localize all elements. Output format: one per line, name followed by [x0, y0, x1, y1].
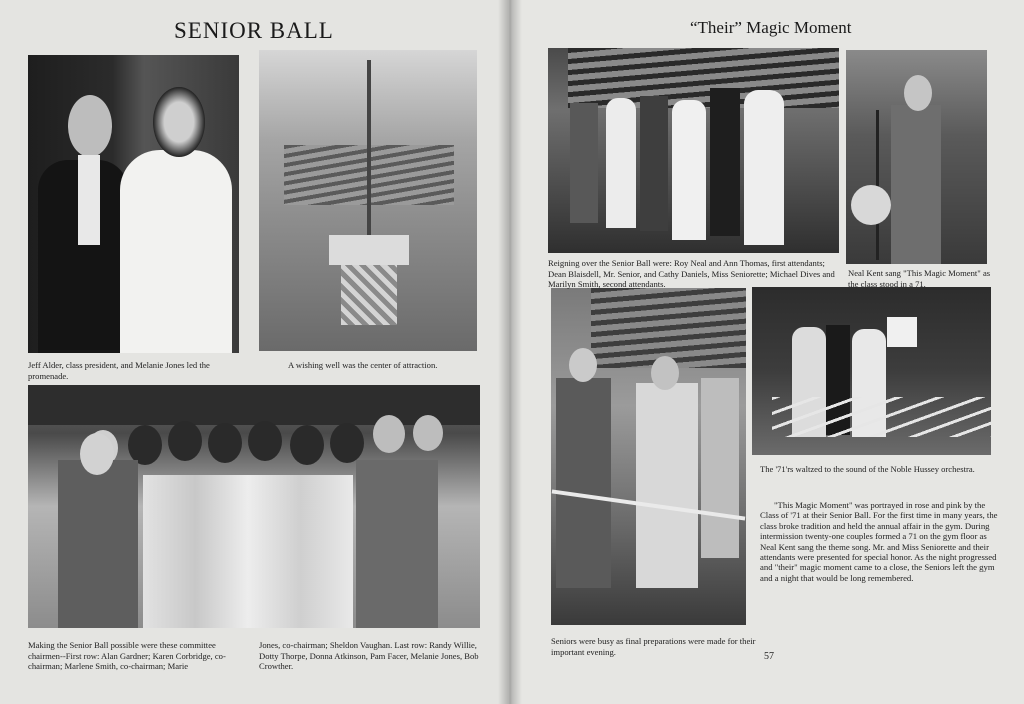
head-committee-6: [290, 425, 324, 465]
figure-dean-blaisdell: [640, 96, 668, 231]
figure-melanie-jones: [120, 150, 232, 353]
photo-preparations: [551, 288, 746, 625]
dancer-4: [887, 317, 917, 347]
caption-committee-left: Making the Senior Ball possible were these committee chairmen--First row: Alan Gardner; Karen Corbridge, co-chairman; Marlene Smith, co-chairman; Marie: [28, 640, 226, 672]
ribbon-tables: [772, 397, 991, 437]
well-base: [341, 265, 397, 325]
photo-promenade: [28, 55, 239, 353]
caption-preparations: Seniors were busy as final preparations were made for their important evening.: [551, 636, 756, 657]
head-committee-5: [248, 421, 282, 461]
well-roof: [329, 235, 409, 265]
page-number: 57: [764, 651, 774, 662]
caption-waltzed: The '71'rs waltzed to the sound of the Noble Hussey orchestra.: [760, 464, 975, 474]
head-alan-gardner: [80, 433, 114, 475]
right-page-title: “Their” Magic Moment: [690, 18, 852, 37]
head-committee-7: [330, 423, 364, 463]
photo-royalty: [548, 48, 839, 253]
figure-senior-left: [556, 378, 611, 588]
head-committee-2: [128, 425, 162, 465]
drum: [851, 185, 891, 225]
suit-sheldon-vaughan: [356, 460, 438, 628]
photo-neal-kent: [846, 50, 987, 264]
head-committee-8: [373, 415, 405, 453]
figure-cathy-daniels: [672, 100, 706, 240]
story-text: "This Magic Moment" was portrayed in rose and pink by the Class of '71 at their Senior Ball. For the first time in many years, the class broke tradition and held the annual affair in the gym. During intermission twenty-one couples formed a 71 on the gym floor as Neal Kent sang the theme song. Mr. and Miss Seniorette and their attendants were presented for special honor. As the night progressed and "their" magic moment came to a close, the Seniors left the gym and a night that would be long remembered.: [760, 500, 998, 583]
photo-committee: [28, 385, 480, 628]
figure-marilyn-smith: [744, 90, 784, 245]
head-committee-9: [413, 415, 443, 451]
well-rope: [367, 60, 371, 235]
head-melanie-jones: [153, 87, 205, 157]
head-neal-kent: [904, 75, 932, 111]
caption-wishing-well: A wishing well was the center of attraction.: [288, 360, 438, 370]
photo-wishing-well: [259, 50, 477, 351]
head-committee-3: [168, 421, 202, 461]
royalty-backdrop: [568, 48, 839, 108]
figure-senior-right: [701, 378, 739, 558]
figure-roy-neal: [570, 103, 598, 223]
caption-promenade: Jeff Alder, class president, and Melanie Jones led the promenade.: [28, 360, 210, 381]
dresses-front-row: [143, 475, 353, 628]
head-committee-4: [208, 423, 242, 463]
caption-reigning: Reigning over the Senior Ball were: Roy Neal and Ann Thomas, first attendants; Dean Blaisdell, Mr. Senior, and Cathy Daniels, Miss Seniorette; Michael Dives and Marilyn Smith, second attendants.: [548, 258, 835, 290]
figure-michael-dives: [710, 88, 740, 236]
photo-waltz: [752, 287, 991, 455]
figure-senior-center: [636, 383, 698, 588]
head-jeff-alder: [68, 95, 112, 157]
left-page-title: SENIOR BALL: [174, 18, 334, 43]
committee-back-row: [28, 385, 480, 425]
head-senior-left: [569, 348, 597, 382]
shirt-jeff-alder: [78, 155, 100, 245]
caption-neal-kent: Neal Kent sang "This Magic Moment" as the class stood in a 71.: [848, 268, 991, 289]
caption-committee-right: Jones, co-chairman; Sheldon Vaughan. Last row: Randy Willie, Dotty Thorpe, Donna Atkinson, Pam Facer, Melanie Jones, Bob Crowther.: [259, 640, 479, 672]
figure-neal-kent: [891, 105, 941, 264]
suit-alan-gardner: [58, 460, 138, 628]
head-senior-center: [651, 356, 679, 390]
figure-ann-thomas: [606, 98, 636, 228]
